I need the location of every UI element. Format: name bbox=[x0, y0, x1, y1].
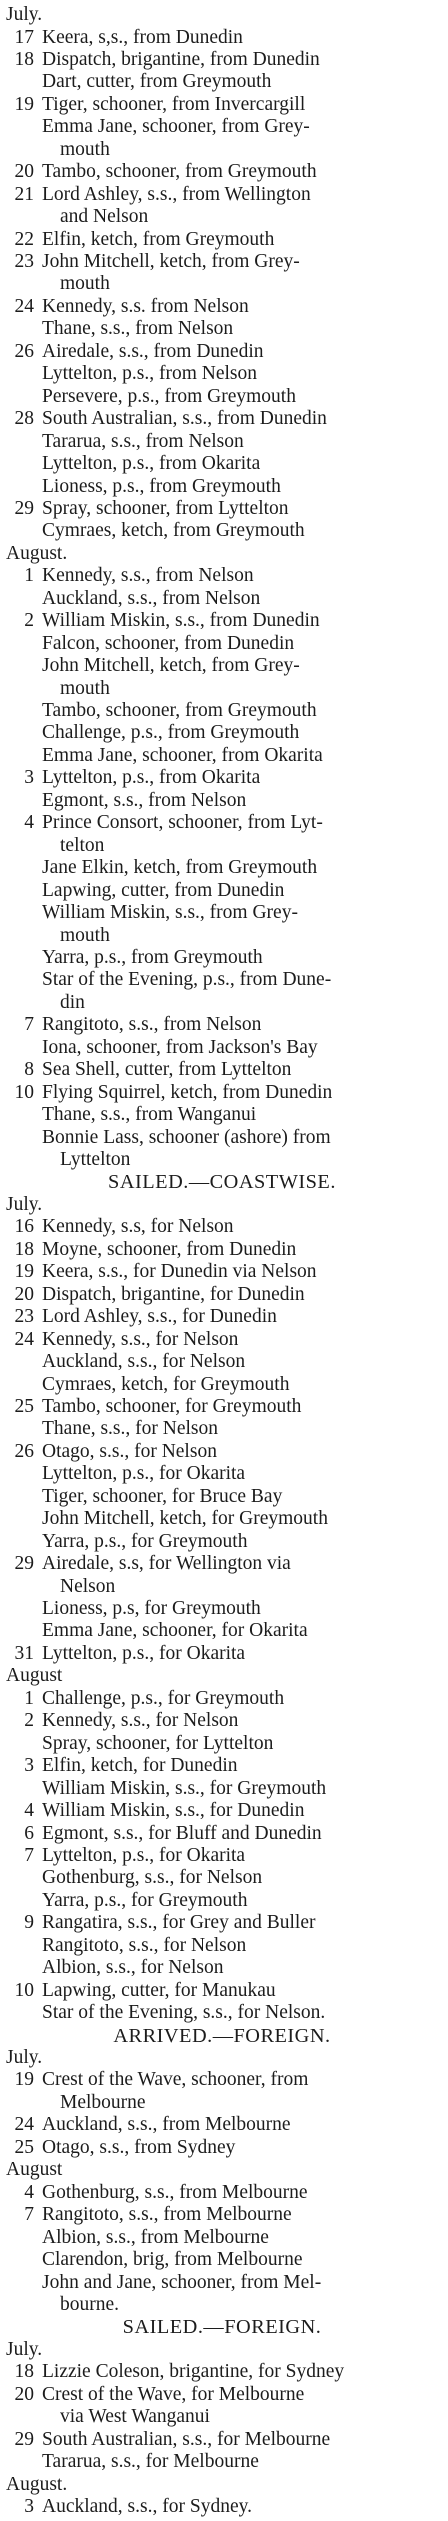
entry-text: Lord Ashley, s.s., for Dunedin bbox=[42, 1306, 277, 1328]
entry-text: Iona, schooner, from Jackson's Bay bbox=[42, 1036, 318, 1058]
entry-continuation: mouth bbox=[60, 924, 110, 946]
entry-text: Challenge, p.s., from Greymouth bbox=[42, 722, 300, 744]
entry-text: Auckland, s.s., from Melbourne bbox=[42, 2114, 291, 2136]
entry-text: Otago, s.s., for Nelson bbox=[42, 1440, 217, 1462]
entry-text: Star of the Evening, p.s., from Dune- bbox=[42, 969, 332, 991]
entry-day: 7 bbox=[24, 1014, 34, 1036]
entry-text: Kennedy, s.s. from Nelson bbox=[42, 295, 249, 317]
entry-continuation: Nelson bbox=[60, 1575, 116, 1597]
entry-text: Kennedy, s.s., for Nelson bbox=[42, 1328, 239, 1350]
entry-text: Auckland, s.s., for Sydney. bbox=[42, 2496, 252, 2517]
entry-day: 25 bbox=[14, 1395, 34, 1417]
entry-text: Lapwing, cutter, for Manukau bbox=[42, 1979, 276, 2001]
entry-text: Prince Consort, schooner, from Lyt- bbox=[42, 812, 323, 834]
entry-text: Thane, s.s., from Wanganui bbox=[42, 1104, 257, 1126]
entry-day: 26 bbox=[14, 1440, 34, 1462]
entry-text: Lyttelton, p.s., from Nelson bbox=[42, 363, 258, 385]
entry-day: 26 bbox=[14, 340, 34, 362]
entry-text: Tambo, schooner, for Greymouth bbox=[42, 1395, 302, 1417]
entry-day: 1 bbox=[24, 565, 34, 587]
entry-text: Tambo, schooner, from Greymouth bbox=[42, 161, 317, 183]
entry-text: Spray, schooner, for Lyttelton bbox=[42, 1732, 274, 1754]
entry-text: Tararua, s.s., from Nelson bbox=[42, 430, 244, 452]
section-heading: ARRIVED.—FOREIGN. bbox=[113, 2024, 331, 2047]
month-label: July. bbox=[6, 2047, 43, 2068]
entry-text: Challenge, p.s., for Greymouth bbox=[42, 1687, 285, 1709]
entry-text: John and Jane, schooner, from Mel- bbox=[42, 2271, 322, 2293]
entry-text: Auckland, s.s., for Nelson bbox=[42, 1351, 246, 1372]
entry-text: Emma Jane, schooner, for Okarita bbox=[42, 1620, 308, 1642]
entry-text: Lyttelton, p.s., for Okarita bbox=[42, 1844, 246, 1866]
entry-day: 21 bbox=[14, 183, 34, 205]
entry-continuation: mouth bbox=[60, 138, 110, 160]
entry-text: Tiger, schooner, from Invercargill bbox=[42, 93, 306, 115]
entry-text: Lioness, p.s, for Greymouth bbox=[42, 1598, 261, 1619]
entry-day: 24 bbox=[14, 1328, 34, 1350]
entry-day: 1 bbox=[24, 1687, 34, 1709]
entry-text: Falcon, schooner, from Dunedin bbox=[42, 632, 295, 654]
entry-text: Kennedy, s.s., from Nelson bbox=[42, 565, 254, 587]
entry-text: Crest of the Wave, schooner, from bbox=[42, 2069, 309, 2091]
entry-continuation: Lyttelton bbox=[60, 1149, 131, 1170]
entry-text: Otago, s.s., from Sydney bbox=[42, 2136, 236, 2158]
entry-text: Thane, s.s., for Nelson bbox=[42, 1418, 219, 1440]
entry-text: Cymraes, ketch, for Greymouth bbox=[42, 1373, 290, 1395]
entry-text: Yarra, p.s., for Greymouth bbox=[42, 1889, 248, 1911]
entry-day: 4 bbox=[24, 2181, 34, 2203]
entry-text: Clarendon, brig, from Melbourne bbox=[42, 2249, 303, 2270]
entry-text: John Mitchell, ketch, from Grey- bbox=[42, 655, 300, 677]
entry-text: Moyne, schooner, from Dunedin bbox=[42, 1238, 297, 1260]
entry-text: William Miskin, s.s., for Greymouth bbox=[42, 1777, 327, 1799]
entry-day: 23 bbox=[14, 1306, 34, 1328]
entry-text: Elfin, ketch, from Greymouth bbox=[42, 228, 275, 250]
section-heading: SAILED.—COASTWISE. bbox=[108, 1171, 336, 1194]
entry-day: 19 bbox=[14, 1261, 34, 1283]
entry-text: South Australian, s.s., for Melbourne bbox=[42, 2428, 331, 2450]
entry-text: Yarra, p.s., for Greymouth bbox=[42, 1530, 248, 1552]
entry-text: Flying Squirrel, ketch, from Dunedin bbox=[42, 1081, 333, 1103]
entry-day: 18 bbox=[14, 1238, 34, 1260]
entry-day: 16 bbox=[14, 1216, 34, 1238]
entry-day: 3 bbox=[24, 2496, 34, 2517]
entry-text: Dispatch, brigantine, for Dunedin bbox=[42, 1283, 305, 1305]
entry-text: Crest of the Wave, for Melbourne bbox=[42, 2383, 305, 2405]
entry-text: Gothenburg, s.s., from Melbourne bbox=[42, 2181, 308, 2203]
entry-text: Keera, s.s., for Dunedin via Nelson bbox=[42, 1261, 317, 1283]
entry-text: Dispatch, brigantine, from Dunedin bbox=[42, 48, 320, 70]
entry-text: Lyttelton, p.s., from Okarita bbox=[42, 453, 261, 474]
entry-text: Rangitoto, s.s., from Melbourne bbox=[42, 2204, 292, 2226]
entry-text: Sea Shell, cutter, from Lyttelton bbox=[42, 1059, 292, 1081]
entry-day: 6 bbox=[24, 1822, 34, 1844]
entry-day: 20 bbox=[14, 161, 34, 183]
entry-continuation: via West Wanganui bbox=[60, 2406, 210, 2428]
entry-text: Tiger, schooner, for Bruce Bay bbox=[42, 1485, 283, 1507]
entry-text: John Mitchell, ketch, for Greymouth bbox=[42, 1508, 328, 1530]
entry-day: 29 bbox=[14, 2428, 34, 2450]
entry-text: Emma Jane, schooner, from Grey- bbox=[42, 116, 310, 138]
entry-text: Jane Elkin, ketch, from Greymouth bbox=[42, 857, 318, 879]
entry-text: Lord Ashley, s.s., from Wellington bbox=[42, 183, 311, 205]
month-label: August bbox=[6, 1665, 63, 1687]
entry-text: William Miskin, s.s., for Dunedin bbox=[42, 1800, 305, 1821]
entry-day: 3 bbox=[24, 1755, 34, 1777]
entry-text: Spray, schooner, from Lyttelton bbox=[42, 497, 289, 519]
entry-day: 31 bbox=[14, 1642, 34, 1664]
entry-day: 7 bbox=[24, 1844, 34, 1866]
entry-day: 3 bbox=[24, 767, 34, 789]
entry-text: Dart, cutter, from Greymouth bbox=[42, 71, 272, 93]
entry-day: 18 bbox=[14, 48, 34, 70]
entry-text: Lioness, p.s., from Greymouth bbox=[42, 475, 281, 497]
entry-day: 20 bbox=[14, 2383, 34, 2405]
entry-text: Egmont, s.s., for Bluff and Dunedin bbox=[42, 1822, 322, 1844]
entry-text: Lapwing, cutter, from Dunedin bbox=[42, 879, 285, 901]
entry-text: Gothenburg, s.s., for Nelson bbox=[42, 1867, 263, 1889]
entry-text: Yarra, p.s., from Greymouth bbox=[42, 946, 263, 968]
entry-text: Tararua, s.s., for Melbourne bbox=[42, 2451, 259, 2473]
entry-continuation: mouth bbox=[60, 273, 110, 295]
entry-day: 28 bbox=[14, 408, 34, 430]
entry-continuation: bourne. bbox=[60, 2293, 120, 2315]
entry-day: 18 bbox=[14, 2361, 34, 2383]
entry-day: 24 bbox=[14, 295, 34, 317]
entry-text: Lyttelton, p.s., from Okarita bbox=[42, 767, 261, 789]
entry-day: 19 bbox=[14, 93, 34, 115]
entry-day: 25 bbox=[14, 2136, 34, 2158]
entry-text: Airedale, s.s., from Dunedin bbox=[42, 340, 264, 362]
entry-day: 4 bbox=[24, 812, 34, 834]
entry-day: 24 bbox=[14, 2114, 34, 2136]
entry-text: William Miskin, s.s., from Dunedin bbox=[42, 610, 320, 632]
entry-continuation: Melbourne bbox=[60, 2091, 146, 2113]
entry-day: 7 bbox=[24, 2204, 34, 2226]
month-label: August. bbox=[6, 542, 68, 564]
entry-text: Keera, s,s., from Dunedin bbox=[42, 26, 243, 48]
entry-day: 29 bbox=[14, 497, 34, 519]
entry-text: Kennedy, s.s., for Nelson bbox=[42, 1710, 239, 1732]
entry-text: South Australian, s.s., from Dunedin bbox=[42, 408, 327, 430]
entry-continuation: din bbox=[60, 991, 85, 1013]
entry-text: Cymraes, ketch, from Greymouth bbox=[42, 520, 305, 542]
month-label: August bbox=[6, 2159, 63, 2181]
entry-text: William Miskin, s.s., from Grey- bbox=[42, 902, 298, 923]
entry-day: 8 bbox=[24, 1059, 34, 1081]
entry-text: Thane, s.s., from Nelson bbox=[42, 318, 234, 340]
entry-text: Albion, s.s., for Nelson bbox=[42, 1957, 224, 1979]
entry-text: Bonnie Lass, schooner (ashore) from bbox=[42, 1126, 331, 1148]
entry-day: 4 bbox=[24, 1800, 34, 1821]
month-label: July. bbox=[6, 1193, 43, 1215]
entry-day: 20 bbox=[14, 1283, 34, 1305]
entry-day: 10 bbox=[14, 1979, 34, 2001]
entry-text: Persevere, p.s., from Greymouth bbox=[42, 385, 296, 407]
entry-text: Kennedy, s.s, for Nelson bbox=[42, 1216, 234, 1238]
entry-text: Star of the Evening, s.s., for Nelson. bbox=[42, 2002, 326, 2024]
entry-day: 29 bbox=[14, 1553, 34, 1575]
entry-text: Elfin, ketch, for Dunedin bbox=[42, 1755, 238, 1777]
entry-text: Lizzie Coleson, brigantine, for Sydney bbox=[42, 2361, 345, 2383]
month-label: July. bbox=[6, 4, 43, 25]
entry-continuation: telton bbox=[60, 834, 105, 856]
entry-day: 2 bbox=[24, 610, 34, 632]
entry-text: Lyttelton, p.s., for Okarita bbox=[42, 1463, 246, 1485]
entry-day: 23 bbox=[14, 251, 34, 272]
entry-text: Rangitoto, s.s., from Nelson bbox=[42, 1014, 262, 1036]
entry-day: 10 bbox=[14, 1081, 34, 1103]
entry-text: Airedale, s.s, for Wellington via bbox=[42, 1553, 291, 1575]
entry-day: 2 bbox=[24, 1710, 34, 1732]
entry-text: Egmont, s.s., from Nelson bbox=[42, 789, 247, 811]
entry-text: Rangatira, s.s., for Grey and Buller bbox=[42, 1912, 316, 1934]
month-label: August. bbox=[6, 2473, 68, 2495]
entry-continuation: and Nelson bbox=[60, 206, 149, 228]
entry-text: Emma Jane, schooner, from Okarita bbox=[42, 744, 323, 766]
entry-day: 19 bbox=[14, 2069, 34, 2091]
month-label: July. bbox=[6, 2338, 43, 2360]
entry-text: Tambo, schooner, from Greymouth bbox=[42, 700, 317, 721]
entry-text: Auckland, s.s., from Nelson bbox=[42, 587, 261, 609]
entry-continuation: mouth bbox=[60, 677, 110, 699]
section-heading: SAILED.—FOREIGN. bbox=[122, 2316, 322, 2339]
entry-day: 17 bbox=[14, 26, 34, 48]
entry-day: 22 bbox=[14, 228, 34, 250]
entry-text: Rangitoto, s.s., for Nelson bbox=[42, 1934, 247, 1956]
entry-day: 9 bbox=[24, 1912, 34, 1934]
entry-text: Albion, s.s., from Melbourne bbox=[42, 2226, 269, 2248]
entry-text: Lyttelton, p.s., for Okarita bbox=[42, 1642, 246, 1664]
entry-text: John Mitchell, ketch, from Grey- bbox=[42, 251, 300, 272]
